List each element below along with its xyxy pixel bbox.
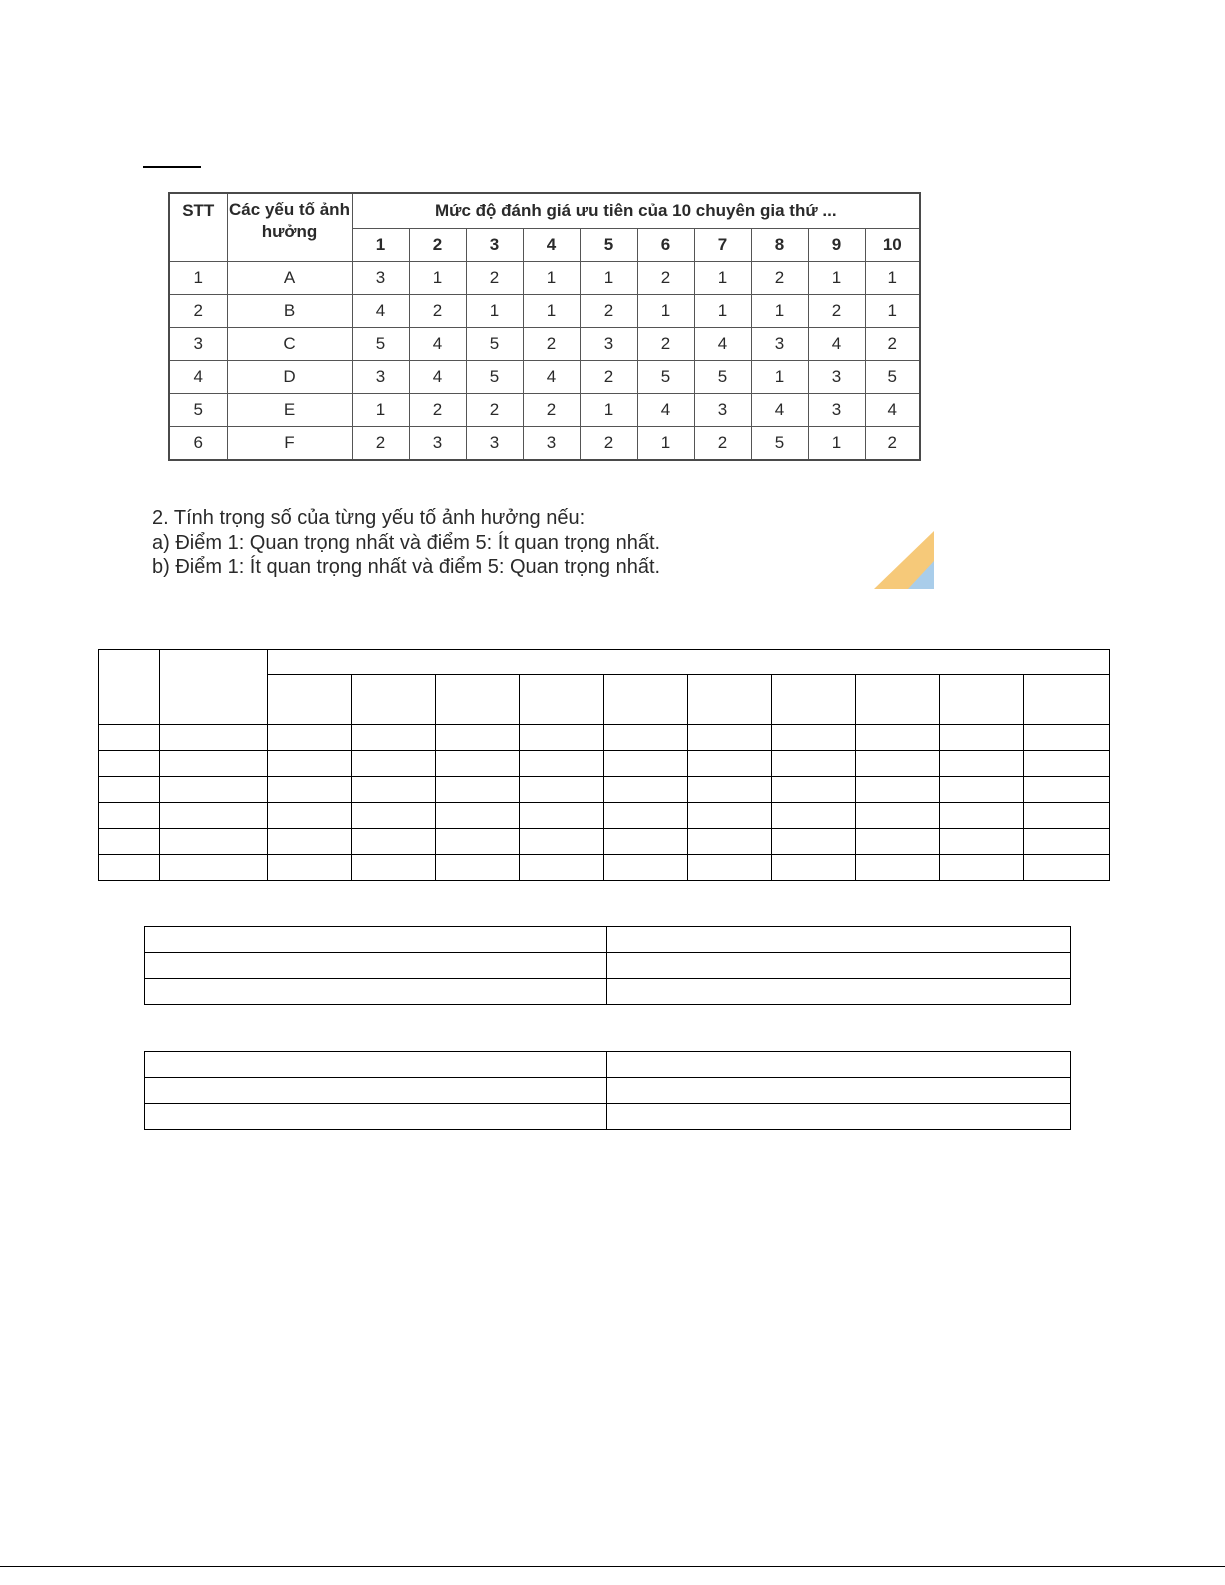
score-cell: 2	[409, 394, 466, 427]
table-row	[169, 427, 920, 461]
grid-cell	[772, 675, 856, 725]
header-factor: Các yếu tố ảnh hưởng	[227, 193, 352, 262]
grid-cell	[688, 855, 772, 881]
grid-cell	[688, 751, 772, 777]
score-cell: 2	[352, 427, 409, 461]
row-factor: A	[227, 262, 352, 295]
score-cell: 5	[466, 328, 523, 361]
grid-cell	[99, 855, 160, 881]
grid-cell	[520, 855, 604, 881]
table-row	[169, 295, 920, 328]
grid-cell	[856, 829, 940, 855]
grid-cell	[856, 725, 940, 751]
grid-cell	[688, 725, 772, 751]
grid-cell	[1024, 803, 1110, 829]
grid-cell	[856, 777, 940, 803]
header-expert-number: 7	[694, 229, 751, 262]
grid-cell	[520, 725, 604, 751]
grid-cell	[772, 855, 856, 881]
grid-cell	[940, 675, 1024, 725]
empty-answer-grid	[98, 649, 1110, 881]
grid-cell	[99, 725, 160, 751]
grid-cell	[99, 777, 160, 803]
score-cell: 2	[466, 394, 523, 427]
grid-cell	[268, 650, 1110, 675]
score-cell: 1	[808, 262, 865, 295]
grid-cell	[688, 675, 772, 725]
score-cell: 3	[466, 427, 523, 461]
header-expert-number: 5	[580, 229, 637, 262]
score-cell: 5	[751, 427, 808, 461]
score-cell: 3	[580, 328, 637, 361]
grid-cell	[604, 725, 688, 751]
grid-cell	[604, 777, 688, 803]
result-b-cell	[607, 1078, 1071, 1104]
row-stt: 5	[169, 394, 227, 427]
score-cell: 2	[865, 328, 920, 361]
table-row	[169, 262, 920, 295]
grid-cell	[772, 777, 856, 803]
grid-cell	[940, 751, 1024, 777]
row-factor: E	[227, 394, 352, 427]
score-cell: 2	[580, 361, 637, 394]
score-cell: 2	[523, 328, 580, 361]
score-cell: 3	[808, 394, 865, 427]
row-stt: 4	[169, 361, 227, 394]
grid-cell	[436, 725, 520, 751]
grid-cell	[160, 751, 268, 777]
heading-underline	[143, 166, 201, 168]
grid-cell	[772, 803, 856, 829]
grid-cell	[688, 803, 772, 829]
grid-cell	[352, 829, 436, 855]
grid-cell	[268, 855, 352, 881]
header-experts-caption: Mức độ đánh giá ưu tiên của 10 chuyên gia thứ ...	[352, 193, 920, 229]
score-cell: 5	[637, 361, 694, 394]
grid-cell	[1024, 829, 1110, 855]
grid-cell	[99, 803, 160, 829]
grid-cell	[1024, 675, 1110, 725]
score-cell: 5	[466, 361, 523, 394]
header-expert-number: 6	[637, 229, 694, 262]
result-a-cell	[145, 927, 607, 953]
grid-cell	[772, 829, 856, 855]
score-cell: 1	[751, 361, 808, 394]
score-cell: 4	[352, 295, 409, 328]
header-expert-number: 10	[865, 229, 920, 262]
grid-cell	[160, 650, 268, 725]
result-a-cell	[607, 953, 1071, 979]
row-factor: F	[227, 427, 352, 461]
grid-cell	[772, 725, 856, 751]
result-a-cell	[607, 979, 1071, 1005]
score-cell: 4	[409, 361, 466, 394]
result-b-cell	[607, 1104, 1071, 1130]
score-cell: 5	[352, 328, 409, 361]
score-cell: 3	[523, 427, 580, 461]
grid-cell	[856, 675, 940, 725]
score-cell: 3	[352, 361, 409, 394]
score-cell: 1	[694, 295, 751, 328]
grid-cell	[604, 751, 688, 777]
table-row	[169, 394, 920, 427]
grid-cell	[940, 829, 1024, 855]
grid-cell	[604, 675, 688, 725]
result-b-cell	[607, 1052, 1071, 1078]
grid-cell	[268, 675, 352, 725]
grid-cell	[940, 777, 1024, 803]
grid-cell	[352, 675, 436, 725]
grid-cell	[436, 803, 520, 829]
grid-cell	[160, 777, 268, 803]
header-expert-number: 4	[523, 229, 580, 262]
grid-cell	[436, 829, 520, 855]
grid-cell	[688, 829, 772, 855]
grid-cell	[352, 855, 436, 881]
grid-cell	[940, 803, 1024, 829]
score-cell: 2	[580, 295, 637, 328]
result-a-cell	[607, 927, 1071, 953]
grid-cell	[604, 829, 688, 855]
score-cell: 2	[637, 262, 694, 295]
score-cell: 3	[409, 427, 466, 461]
header-expert-number: 1	[352, 229, 409, 262]
score-cell: 3	[694, 394, 751, 427]
score-cell: 4	[808, 328, 865, 361]
grid-cell	[520, 777, 604, 803]
grid-cell	[604, 803, 688, 829]
grid-cell	[520, 751, 604, 777]
grid-cell	[99, 650, 160, 725]
score-cell: 1	[865, 295, 920, 328]
result-a-cell	[145, 979, 607, 1005]
score-cell: 4	[865, 394, 920, 427]
grid-cell	[268, 777, 352, 803]
result-a-cell	[145, 953, 607, 979]
score-cell: 3	[352, 262, 409, 295]
page-bottom-rule	[0, 1566, 1225, 1567]
table-row	[169, 328, 920, 361]
score-cell: 5	[694, 361, 751, 394]
score-cell: 4	[523, 361, 580, 394]
grid-cell	[160, 803, 268, 829]
score-cell: 2	[466, 262, 523, 295]
task-instructions	[152, 506, 660, 580]
grid-cell	[604, 855, 688, 881]
row-stt: 2	[169, 295, 227, 328]
result-b-cell	[145, 1104, 607, 1130]
result-table-b	[144, 1051, 1071, 1130]
grid-cell	[99, 751, 160, 777]
score-cell: 1	[523, 262, 580, 295]
grid-cell	[352, 725, 436, 751]
grid-cell	[1024, 725, 1110, 751]
header-expert-number: 9	[808, 229, 865, 262]
grid-cell	[160, 855, 268, 881]
grid-cell	[520, 829, 604, 855]
score-cell: 4	[637, 394, 694, 427]
result-b-cell	[145, 1052, 607, 1078]
score-cell: 1	[637, 427, 694, 461]
row-stt: 6	[169, 427, 227, 461]
row-stt: 3	[169, 328, 227, 361]
score-cell: 1	[865, 262, 920, 295]
score-cell: 2	[808, 295, 865, 328]
grid-cell	[352, 751, 436, 777]
score-cell: 2	[523, 394, 580, 427]
grid-cell	[940, 725, 1024, 751]
header-expert-number: 2	[409, 229, 466, 262]
grid-cell	[436, 855, 520, 881]
score-cell: 2	[580, 427, 637, 461]
score-cell: 1	[580, 262, 637, 295]
result-table-a	[144, 926, 1071, 1005]
grid-cell	[856, 751, 940, 777]
score-cell: 1	[352, 394, 409, 427]
grid-cell	[856, 855, 940, 881]
grid-cell	[856, 803, 940, 829]
result-b-cell	[145, 1078, 607, 1104]
score-cell: 2	[637, 328, 694, 361]
header-expert-number: 8	[751, 229, 808, 262]
grid-cell	[268, 725, 352, 751]
score-cell: 2	[751, 262, 808, 295]
score-cell: 5	[865, 361, 920, 394]
score-cell: 2	[409, 295, 466, 328]
score-cell: 2	[865, 427, 920, 461]
grid-cell	[436, 777, 520, 803]
score-cell: 3	[751, 328, 808, 361]
grid-cell	[940, 855, 1024, 881]
grid-cell	[1024, 855, 1110, 881]
grid-cell	[160, 725, 268, 751]
row-factor: B	[227, 295, 352, 328]
grid-cell	[436, 751, 520, 777]
grid-cell	[160, 829, 268, 855]
grid-cell	[520, 803, 604, 829]
task-case-a: a) Điểm 1: Quan trọng nhất và điểm 5: Ít quan trọng nhất.	[152, 531, 661, 554]
grid-cell	[352, 803, 436, 829]
header-expert-number: 3	[466, 229, 523, 262]
score-cell: 1	[580, 394, 637, 427]
score-cell: 1	[523, 295, 580, 328]
score-cell: 4	[409, 328, 466, 361]
grid-cell	[268, 829, 352, 855]
grid-cell	[352, 777, 436, 803]
grid-cell	[688, 777, 772, 803]
grid-cell	[268, 803, 352, 829]
score-cell: 2	[694, 427, 751, 461]
score-cell: 3	[808, 361, 865, 394]
row-factor: D	[227, 361, 352, 394]
row-factor: C	[227, 328, 352, 361]
grid-cell	[1024, 777, 1110, 803]
score-cell: 1	[751, 295, 808, 328]
score-cell: 1	[808, 427, 865, 461]
grid-cell	[268, 751, 352, 777]
row-stt: 1	[169, 262, 227, 295]
score-cell: 1	[694, 262, 751, 295]
header-stt: STT	[169, 193, 227, 262]
watermark-logo	[874, 531, 934, 589]
task-title: 2. Tính trọng số của từng yếu tố ảnh hưởng nếu:	[152, 507, 586, 529]
score-cell: 1	[637, 295, 694, 328]
grid-cell	[772, 751, 856, 777]
task-case-b: b) Điểm 1: Ít quan trọng nhất và điểm 5: Quan trọng nhất.	[152, 556, 661, 578]
grid-cell	[436, 675, 520, 725]
grid-cell	[99, 829, 160, 855]
grid-cell	[520, 675, 604, 725]
score-cell: 1	[466, 295, 523, 328]
table-row	[169, 361, 920, 394]
score-cell: 1	[409, 262, 466, 295]
grid-cell	[1024, 751, 1110, 777]
score-cell: 4	[694, 328, 751, 361]
score-cell: 4	[751, 394, 808, 427]
expert-rating-table	[168, 192, 921, 461]
